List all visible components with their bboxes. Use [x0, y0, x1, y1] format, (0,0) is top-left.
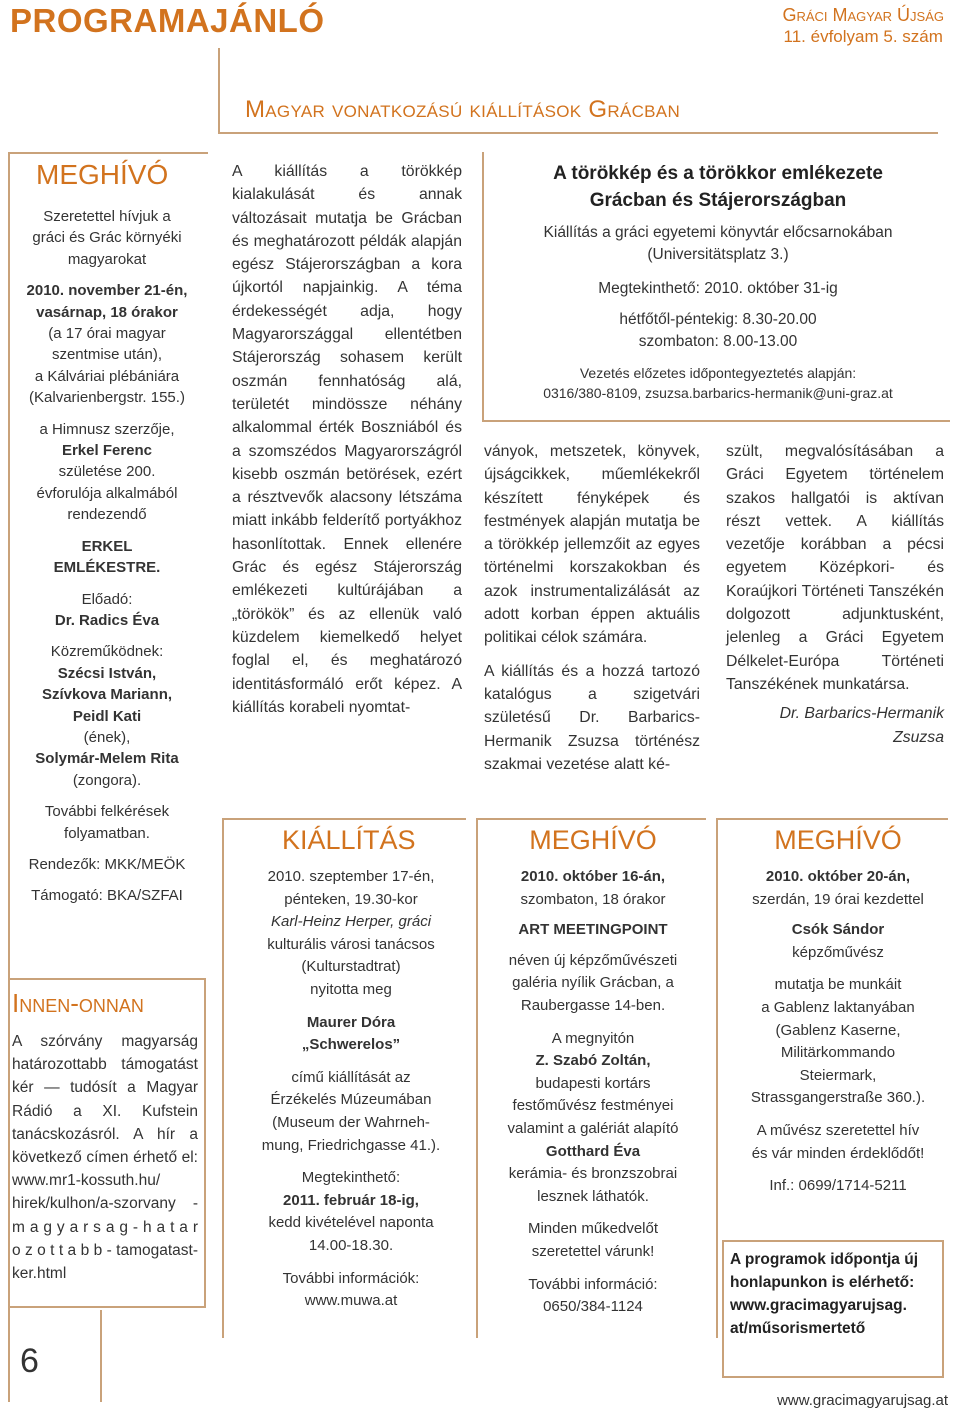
article-column-3 [726, 440, 944, 749]
invite-line: Szeretettel hívjuk a [43, 208, 171, 225]
sidebar-invitation [14, 158, 200, 907]
invite-line: EMLÉKESTRE. [53, 559, 161, 577]
article-col3-para: szült, megvalósításában a Gráci Egyetem történelem szakos hallgatói is aktívan részt vettek. A kiállítás vezetője korábban a pécsi egyetem Középkori- és Koraújkori Történeti Tanszékén dolgozott adjunktusként, jelenleg a Gráci Egyetem Délkelet-Európa Történeti Tanszékének munkatársa. [726, 443, 944, 693]
signature-line: Zsuzsa [893, 728, 944, 746]
card-line: és vár minden érdeklődőt! [751, 1144, 925, 1162]
sidebar-border-top [8, 152, 208, 154]
card-line: 0650/384-1124 [543, 1298, 643, 1316]
card-link[interactable]: www.muwa.at [304, 1292, 398, 1310]
card-frame [716, 818, 718, 1338]
invite-line: rendezendő [67, 506, 147, 524]
card-title: MEGHÍVÓ [529, 825, 657, 855]
card-line: (Museum der Wahrneh- [272, 1113, 430, 1131]
invite-line: születése 200. [58, 463, 156, 481]
card-line: mutatja be munkáit [774, 976, 902, 994]
exhibition-viewable: Megtekinthető: 2010. október 31-ig [598, 280, 838, 297]
publication-info [782, 4, 944, 48]
card-frame [716, 818, 948, 820]
sidebar-divider [100, 1310, 102, 1402]
invite-line: Közreműködnek: [50, 643, 164, 661]
card-line: Strassgangerstraße 360.). [750, 1089, 926, 1107]
artist-invite-card [726, 822, 950, 1198]
article-col2-para2: A kiállítás és a hozzá tartozó katalógus a szigetvári születésű Dr. Barbarics-Hermanik Zsuzsa történész szakmai vezetése alatt ké- [484, 662, 700, 773]
invite-line: Erkel Ferenc [61, 442, 153, 460]
exhibition-info [490, 160, 946, 403]
card-line: festőművész festményei [512, 1097, 674, 1115]
invite-line: Szécsi István, [57, 664, 157, 682]
card-line: Megtekinthető: [301, 1169, 401, 1187]
invite-line: Szívkova Mariann, [41, 686, 173, 704]
hours-saturday: szombaton: 8.00-13.00 [638, 333, 798, 350]
card-line: szombaton, 18 órakor [520, 890, 666, 908]
card-line: nyitotta meg [310, 980, 392, 998]
card-line: ART MEETINGPOINT [518, 921, 668, 939]
card-line: További információk: [282, 1269, 420, 1287]
invite-line: gráci és Grác környéki [32, 229, 182, 247]
invite-line: ERKEL [81, 537, 133, 555]
card-line: (Kulturstadtrat) [301, 958, 401, 976]
card-line: (Gablenz Kaserne, [775, 1021, 901, 1039]
exhibition-title-2: Grácban és Stájerországban [589, 190, 847, 211]
card-line: Steiermark, [799, 1066, 877, 1084]
program-note: A programok időpontja új honlapunkon is elérhető: www.gracimagyarujsag. at/műsorismertető [730, 1251, 919, 1337]
innen-onnan-title: Innen-onnan [12, 988, 144, 1018]
article-column-2 [484, 440, 700, 776]
card-line: Minden műkedvelőt [527, 1220, 659, 1238]
card-line: További információ: [528, 1275, 658, 1293]
card-line: 2010. szeptember 17-én, [267, 868, 435, 885]
card-line: Raubergasse 14-ben. [520, 996, 666, 1014]
card-line: galéria nyílik Grácban, a [512, 974, 674, 992]
issue-number: 11. évfolyam 5. szám [783, 27, 943, 46]
article-column-1: A kiállítás a törökkép kialakulását és annak változásait mutatja be Grácban és meghatározott példák alapján egész Stájerországban a kora újkortól napjainkig. A téma érdekességét adja, hogy Magyarországgal ellentétben Stájerország sohasem került oszmán fennhatóság alá, területét mindössze néhány alkalommal érték Boszniából és a szomszédos Magyarországról kisebb oszmán betörések, ezért a résztvevők alacsony létszáma miatt inkább felderítő portyákhoz hasonlítottak. Ennek ellenére Grác és egész Stájerország emlékezeti kultúrájában a „törökök” és az ellenük való küzdelem kiemelkedő helyet foglal el, és meghatározó identitásformáló erőt képez. A kiállítás korabeli nyomtat- [232, 163, 462, 716]
innen-onnan-text: A szórvány magyarság határozottabb támogatást kér — tudósít a Magyar Rádió a XI. Kufstein tanácskozásról. A hír a következő címen érhető el: www.mr1-kossuth.hu/ hirek/kulhon/a-szorvany - m a g y a r s a g - h a t a r o z o t t a b b - tamogatast-ker.html [12, 1033, 198, 1283]
card-line: című kiállítását az [291, 1068, 411, 1086]
card-line: mung, Friedrichgasse 41.). [261, 1136, 441, 1154]
card-line: szerdán, 19 órai kezdettel [752, 890, 924, 908]
card-frame [222, 818, 224, 1338]
card-line: 2010. október 16-án, [520, 868, 666, 885]
card-line: pénteken, 19.30-kor [284, 890, 418, 908]
card-line: A megnyitón [551, 1029, 635, 1047]
guided-line: Vezetés előzetes időpontegyeztetés alapján: [579, 365, 857, 381]
card-title: KIÁLLÍTÁS [282, 825, 416, 855]
invite-title: MEGHÍVÓ [36, 159, 169, 190]
signature-line: Dr. Barbarics-Hermanik [779, 705, 944, 723]
invite-line: magyarokat [67, 250, 147, 268]
exhibition-hours [490, 309, 946, 353]
card-line: kedd kivételével naponta [268, 1214, 434, 1232]
invite-organizers: Rendezők: MKK/MEÖK [28, 855, 186, 873]
invite-line: évforulója alkalmából [36, 484, 178, 502]
invite-line: a Kálváriai plébániára [34, 367, 180, 385]
exhibition-location [490, 222, 946, 266]
publication-name: Gráci Magyar Újság [782, 5, 944, 25]
card-frame [222, 818, 466, 820]
hours-weekday: hétfőtől-péntekig: 8.30-20.00 [619, 311, 817, 328]
card-line: Érzékelés Múzeumában [270, 1091, 432, 1109]
footer-url[interactable]: www.gracimagyarujsag.at [777, 1392, 948, 1409]
section-title: Magyar vonatkozású kiállítások Grácban [245, 96, 681, 123]
invite-date: 2010. november 21-én, [26, 282, 188, 300]
card-line: kulturális városi tanácsos [267, 935, 435, 953]
header-divider-vertical [218, 48, 220, 134]
location-line: Kiállítás a gráci egyetemi könyvtár előcsarnokában [543, 224, 893, 241]
invite-line: Dr. Radics Éva [54, 611, 160, 629]
card-line: a Gablenz laktanyában [761, 998, 915, 1016]
card-line: Maurer Dóra [306, 1013, 396, 1031]
exhibition-guided [490, 363, 946, 403]
invite-line: Előadó: [81, 590, 133, 608]
invite-line: (Kalvarienbergstr. 155.) [29, 389, 185, 407]
card-line: Militärkommando [780, 1044, 896, 1062]
card-line: Csók Sándor [791, 921, 885, 939]
invite-line: (a 17 órai magyar [48, 325, 166, 343]
card-line: néven új képzőművészeti [508, 951, 678, 969]
card-line: lesznek láthatók. [537, 1187, 649, 1205]
card-line: szeretettel várunk! [531, 1242, 655, 1260]
invite-line: (ének), [83, 728, 131, 746]
card-line: 14.00-18.30. [308, 1236, 394, 1254]
location-line: (Universitätsplatz 3.) [647, 246, 789, 263]
card-line: Gotthard Éva [545, 1142, 641, 1160]
card-title: MEGHÍVÓ [774, 825, 902, 855]
invite-line: folyamatban. [64, 824, 150, 842]
card-line: képzőművész [792, 943, 884, 961]
invite-line: További felkérések [44, 803, 170, 821]
article-col2-para1: ványok, metszetek, könyvek, újságcikkek, műemlékekről készített fényképek és festmények alapján mutatja be a törökkép jellemzőit az egyes történelmi korszakokban és azok instrumentalizálását az adott korban éppen aktuális politikai célok számára. [484, 443, 700, 647]
invite-line: Peidl Kati [72, 707, 142, 725]
invite-line: szentmise után), [51, 346, 163, 364]
card-line: „Schwerelos” [301, 1036, 401, 1054]
page-title: PROGRAMAJÁNLÓ [10, 2, 325, 39]
page-number: 6 [20, 1342, 39, 1380]
card-line: Karl-Heinz Herper, gráci [270, 913, 432, 931]
card-line: Inf.: 0699/1714-5211 [769, 1177, 907, 1195]
invite-line: (zongora). [72, 771, 142, 789]
invite-day: vasárnap, 18 órakor [36, 303, 178, 321]
card-line: A művész szeretettel hív [756, 1121, 920, 1139]
header-divider-horizontal [218, 132, 938, 134]
card-frame [476, 818, 706, 820]
guided-contact: 0316/380-8109, zsuzsa.barbarics-hermanik@uni-graz.at [543, 385, 893, 401]
article-signature [726, 702, 944, 749]
card-line: kerámia- és bronzszobrai [508, 1165, 678, 1183]
card-frame [476, 818, 478, 1338]
invite-line: Solymár-Melem Rita [35, 750, 179, 768]
card-line: valamint a galériát alapító [507, 1119, 679, 1137]
card-line: budapesti kortárs [535, 1074, 651, 1092]
exhibition-title: A törökkép és a törökkor emlékezete [553, 163, 883, 184]
invite-sponsor: Támogató: BKA/SZFAI [31, 887, 183, 905]
invite-line: a Himnusz szerzője, [39, 420, 175, 438]
card-line: Z. Szabó Zoltán, [535, 1052, 651, 1070]
card-line: 2010. október 20-án, [765, 868, 911, 885]
exhibition-card [232, 822, 470, 1313]
gallery-invite-card [484, 822, 702, 1319]
card-line: 2011. február 18-ig, [283, 1191, 419, 1209]
